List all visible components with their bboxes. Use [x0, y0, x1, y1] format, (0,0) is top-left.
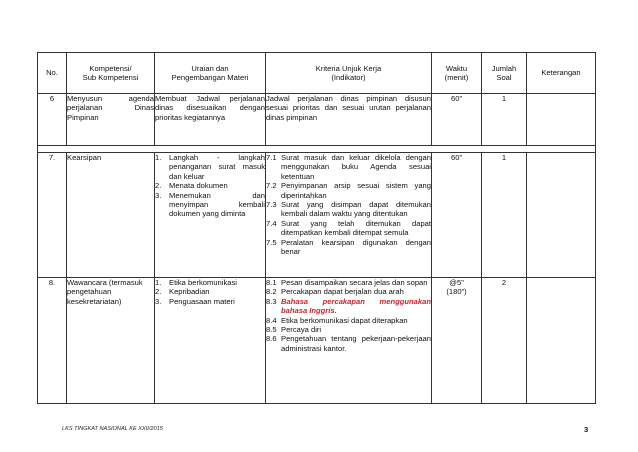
row-kriteria	[266, 153, 432, 278]
row-uraian: Membuat Jadwal perjalanan dinas disesuaikan dengan prioritas kegiatannya	[155, 94, 266, 146]
row-jumlah: 1	[482, 153, 527, 278]
list-item: 8.5 Percaya diri	[266, 325, 322, 335]
table-header-row	[38, 53, 596, 94]
competency-table	[37, 52, 596, 404]
row-kompetensi: Wawancara (termasuk pengetahuan kesekretariatan)	[67, 278, 155, 404]
row-waktu: 60”	[432, 94, 482, 146]
list-item: 7.5 Peralatan kearsipan digunakan dengan benar	[266, 237, 431, 257]
list-item: 8.6 Pengetahuan tentang pekerjaan-pekerjaan administrasi kantor.	[266, 334, 431, 353]
list-item: 8.3 Bahasa percakapan menggunakan bahasa Inggris.	[266, 296, 431, 316]
header-uraian: Uraian dan Pengembangan Materi	[155, 53, 266, 94]
list-item: 2. Menata dokumen	[155, 181, 228, 191]
list-item: 2. Kepribadian	[155, 287, 210, 297]
list-item: 1. Langkah - langkah penanganan surat masuk dan keluar	[155, 153, 265, 181]
row-no: 6	[38, 94, 67, 146]
row-waktu: 60”	[432, 153, 482, 278]
list-item: 8.4 Etika berkomunikasi dapat diterapkan	[266, 315, 408, 325]
table-row	[38, 153, 596, 278]
row-kriteria	[266, 278, 432, 404]
row-no: 8.	[38, 278, 67, 404]
row-keterangan	[527, 153, 596, 278]
table-row	[38, 278, 596, 404]
row-jumlah: 1	[482, 94, 527, 146]
row-waktu: @5” (180”)	[432, 278, 482, 404]
highlighted-criterion: Bahasa percakapan menggunakan bahasa Inggris.	[281, 296, 431, 316]
header-jumlah: Jumlah Soal	[482, 53, 527, 94]
row-jumlah: 2	[482, 278, 527, 404]
list-item: 8.2 Percakapan dapat berjalan dua arah	[266, 287, 404, 297]
row-kriteria: Jadwal perjalanan dinas pimpinan disusun sesuai prioritas dan sesuai urutan perjalanan dinas pimpinan	[266, 94, 432, 146]
header-no: No.	[38, 53, 67, 94]
header-kompetensi: Kompetensi/ Sub Kompetensi	[67, 53, 155, 94]
row-no: 7.	[38, 153, 67, 278]
row-uraian	[155, 153, 266, 278]
list-item: 8.1 Pesan disampaikan secara jelas dan sopan	[266, 278, 428, 287]
footer-text: LKS TINGKAT NASIONAL KE XXII/2015	[62, 426, 163, 432]
header-waktu: Waktu (menit)	[432, 53, 482, 94]
row-uraian	[155, 278, 266, 404]
row-spacer	[38, 146, 596, 153]
header-kriteria: Kriteria Unjuk Kerja (Indikator)	[266, 53, 432, 94]
row-kompetensi: Menyusun agenda perjalanan Dinas Pimpinan	[67, 94, 155, 146]
list-item: 7.4 Surat yang telah ditemukan dapat ditempatkan kembali ditempat semula	[266, 218, 431, 238]
row-kompetensi: Kearsipan	[67, 153, 155, 278]
header-keterangan: Keterangan	[527, 53, 596, 94]
list-item: 3. Penguasaan materi	[155, 296, 235, 306]
list-item: 7.3 Surat yang disimpan dapat ditemukan kembali dalam waktu yang ditentukan	[266, 200, 431, 219]
row-keterangan	[527, 278, 596, 404]
list-item: 3. Menemukan dan menyimpan kembali dokumen yang diminta	[155, 190, 265, 219]
list-item: 7.2 Penyimpanan arsip sesuai sistem yang diperintahkan	[266, 181, 431, 200]
list-item: 7.1 Surat masuk dan keluar dikelola dengan menggunakan buku Agenda sesuai ketentuan	[266, 153, 431, 181]
page-number: 3	[584, 425, 589, 434]
table-row	[38, 94, 596, 146]
row-keterangan	[527, 94, 596, 146]
list-item: 1. Etika berkomunikasi	[155, 278, 237, 287]
